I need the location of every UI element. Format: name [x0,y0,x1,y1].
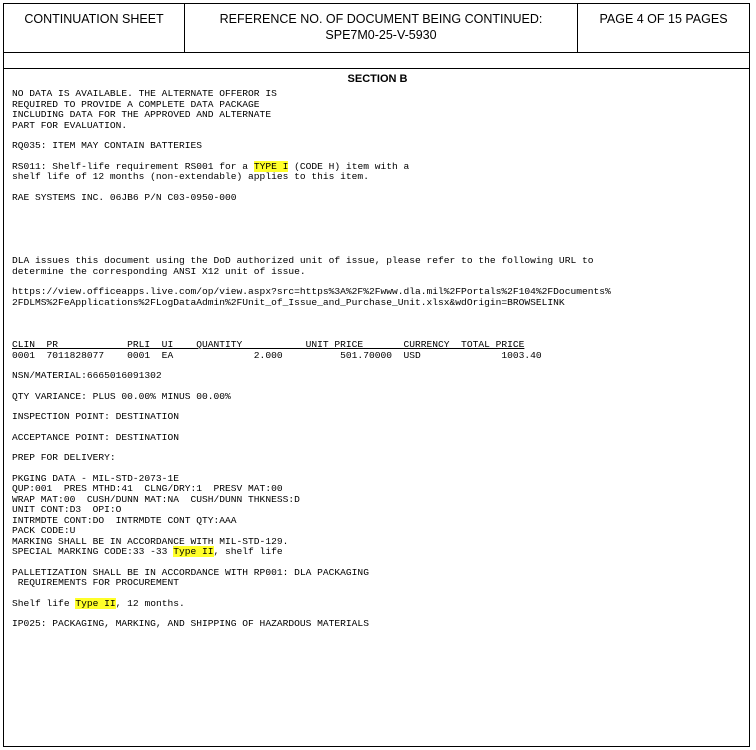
header-reference [185,4,578,52]
paragraph-ip025: IP025: PACKAGING, MARKING, AND SHIPPING OF HAZARDOUS MATERIALS [12,618,369,629]
continuation-sheet [3,3,750,747]
header-title [4,4,185,52]
paragraph-palletization: PALLETIZATION SHALL BE IN ACCORDANCE WITH RP001: DLA PACKAGING REQUIREMENTS FOR PROCUREMENT [12,566,369,588]
paragraph-unit-of-issue: DLA issues this document using the DoD authorized unit of issue, please refer to the following URL to determine the corresponding ANSI X12 unit of issue. [12,255,594,277]
paragraph-data-package: NO DATA IS AVAILABLE. THE ALTERNATE OFFEROR IS REQUIRED TO PROVIDE A COMPLETE DATA PACKAGE INCLUDING DATA FOR THE APPROVED AND ALTERNATE PART FOR EVALUATION. [12,88,277,131]
paragraph-url: https://view.officeapps.live.com/op/view.aspx?src=https%3A%2F%2Fwww.dla.mil%2FPortals%2F104%2FDocuments% 2FDLMS%2FeApplications%2FLogDataAdmin%2FUnit_of_Issue_and_Purchase_Unit.xlsx&wdOrigin=BROWSELINK [12,286,611,308]
highlight-type-ii-marking: Type II [173,546,214,557]
paragraph-inspection-point: INSPECTION POINT: DESTINATION [12,411,179,422]
highlight-type-i: TYPE I [253,160,289,172]
paragraph-acceptance-point: ACCEPTANCE POINT: DESTINATION [12,431,179,443]
header-title-text: CONTINUATION SHEET [24,12,164,26]
rs011-text-start: RS011: Shelf-life requirement RS001 for a [12,160,254,172]
rs011-text-end: (CODE H) item with a shelf life of 12 months (non-extendable) applies to this item. [12,160,410,182]
packaging-data-text: PKGING DATA - MIL-STD-2073-1E QUP:001 PRES MTHD:41 CLNG/DRY:1 PRESV MAT:00 WRAP MAT:00 CUSH/DUNN MAT:NA CUSH/DUNN THKNESS:D UNIT CONT:D3 OPI:O INTRMDTE CONT:DO INTRMDTE CONT QTY:AAA PACK CODE:U MARKING SHALL BE IN ACCORDANCE WITH MIL-STD-129. SPECIAL MARKING CODE:33 -33 [12,472,300,557]
shelf-life-text-end: , 12 months. [115,597,185,609]
sheet-header [4,4,749,53]
header-reference-label: REFERENCE NO. OF DOCUMENT BEING CONTINUED: [219,12,543,26]
line-item-table-header: CLIN PR PRLI UI QUANTITY UNIT PRICE CURRENCY TOTAL PRICE [12,339,525,350]
shelf-life-text-start: Shelf life [12,597,76,609]
header-page-count [578,4,749,52]
paragraph-manufacturer: RAE SYSTEMS INC. 06JB6 P/N C03-0950-000 [12,191,237,203]
paragraph-prep-delivery: PREP FOR DELIVERY: [12,452,116,463]
paragraph-rs011 [12,162,743,183]
paragraph-qty-variance: QTY VARIANCE: PLUS 00.00% MINUS 00.00% [12,390,231,402]
paragraph-nsn: NSN/MATERIAL:6665016091302 [12,370,162,381]
header-spacer [4,52,749,69]
packaging-data-end: , shelf life [213,546,283,557]
highlight-type-ii-shelf-life: Type II [75,597,116,609]
paragraph-packaging-data [12,474,743,558]
paragraph-shelf-life [12,599,743,610]
document-body [12,69,743,746]
section-title: SECTION B [347,73,408,85]
header-reference-number: SPE7M0-25-V-5930 [325,28,437,42]
line-item-table-row: 0001 7011828077 0001 EA 2.000 501.70000 USD 1003.40 [12,349,542,361]
paragraph-rq035: RQ035: ITEM MAY CONTAIN BATTERIES [12,140,202,151]
page-count-text: PAGE 4 OF 15 PAGES [599,12,728,26]
